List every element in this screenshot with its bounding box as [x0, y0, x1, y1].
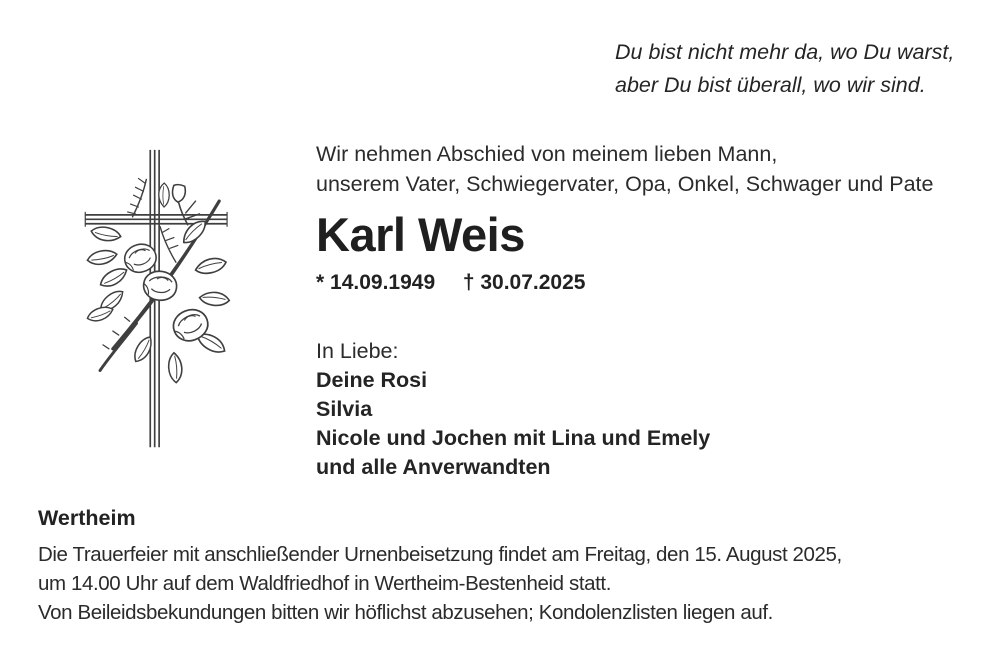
intro-line-1: Wir nehmen Abschied von meinem lieben Mann, — [316, 142, 778, 166]
funeral-info-line-2: um 14.00 Uhr auf dem Waldfriedhof in Wertheim-Bestenheid statt. — [38, 572, 612, 595]
death-symbol: † — [462, 271, 475, 294]
funeral-details — [38, 503, 968, 627]
funeral-info-line-3: Von Beileidsbekundungen bitten wir höflichst abzusehen; Kondolenzlisten liegen auf. — [38, 601, 773, 624]
funeral-info — [38, 540, 968, 627]
death-date: 30.07.2025 — [480, 271, 586, 294]
memorial-quote — [615, 36, 954, 102]
memorial-quote-line-2: aber Du bist überall, wo wir sind. — [615, 73, 926, 97]
intro-line-2: unserem Vater, Schwiegervater, Opa, Onkel, Schwager und Pate — [316, 171, 934, 196]
birth-date: 14.09.1949 — [330, 271, 436, 294]
deceased-name: Karl Weis — [316, 208, 525, 261]
location-name: Wertheim — [38, 506, 136, 530]
cross-with-roses-illustration — [72, 142, 262, 467]
mourner-name-4: und alle Anverwandten — [316, 455, 551, 479]
mourner-name-2: Silvia — [316, 397, 373, 421]
funeral-info-line-1: Die Trauerfeier mit anschließender Urnenbeisetzung findet am Freitag, den 15. August 2025, — [38, 543, 842, 566]
birth-symbol: * — [316, 271, 325, 294]
mourner-name-1: Deine Rosi — [316, 368, 428, 392]
life-dates — [316, 271, 956, 295]
mourner-name-3: Nicole und Jochen mit Lina und Emely — [316, 426, 711, 450]
memorial-quote-line-1: Du bist nicht mehr da, wo Du warst, — [615, 40, 955, 64]
announcement-body — [316, 140, 956, 482]
cross-with-roses-icon — [72, 142, 262, 467]
mourners-salutation: In Liebe: — [316, 339, 399, 363]
